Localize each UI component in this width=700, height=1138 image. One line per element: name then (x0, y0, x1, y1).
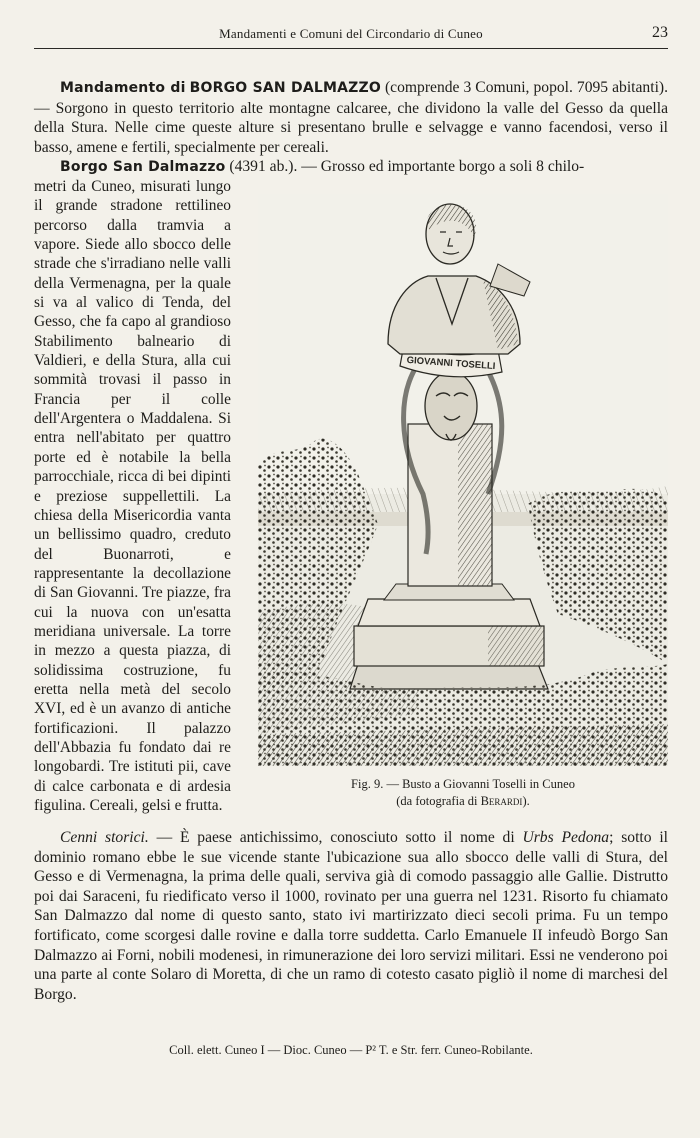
running-title: Mandamenti e Comuni del Circondario di Cuneo (219, 26, 483, 41)
running-header (34, 24, 668, 49)
caption-line-1: Fig. 9. — Busto a Giovanni Toselli in Cuneo (351, 777, 575, 791)
ancient-name: Urbs Pedona (522, 829, 610, 846)
narrow-text-column (34, 177, 231, 815)
figure-caption (258, 776, 668, 810)
page-number: 23 (652, 24, 668, 41)
theatre-mask (425, 372, 477, 440)
column-shaft-shade (458, 424, 492, 586)
caption-prefix: (da fotografia di (396, 794, 481, 808)
mandamento-text: (comprende 3 Comuni, popol. 7095 abitanti). — Sorgono in questo territorio alte montagne calcaree, che dividono la valle del Gesso da quella della Stura. Nelle cime queste alture si presentano brulle e selvagge e vanno facendosi, verso il basso, amene e fertili, specialmente per cereali. (34, 79, 668, 156)
borgo-text: (4391 ab.). — Grosso ed importante borgo a soli 8 chilo- (225, 158, 585, 176)
mandamento-paragraph (34, 78, 668, 157)
caption-line-2 (258, 793, 668, 810)
mandamento-lead: Mandamento di (60, 80, 186, 96)
pedestal-cornice (358, 599, 540, 626)
bust-monument-illustration (258, 194, 668, 766)
caption-suffix: ). (522, 794, 530, 808)
borgo-name: Borgo San Dalmazzo (60, 159, 226, 176)
column-paragraph: metri da Cuneo, misurati lungo il grande stradone rettilineo percorso dalla tramvia a vapore. Siede allo sbocco delle strade che s'irradiano nelle valli della Vermenagna, per la quale si va al valico di Tenda, del Gesso, che fa capo al grandioso Stabilimento balneario di Valdieri, e della Stura, alla cui sommità trovasi il passo in Francia per il colle dell'Argentera o Maddalena. Si entra nell'abitato per quattro porte ed è notabile la bella parrocchiale, ricca di bei dipinti e preziose suppellettili. La chiesa della Misericordia vanta un bellissimo quadro, creduto del Buonarroti, e rappresentante la decollazione di San Giovanni. Tre piazze, fra cui la nuova con un'esatta meridiana universale. La torre in mezzo a questa piazza, di solidissima costruzione, fu eretta nella metà del secolo XVI, ed è un avanzo di antiche fortificazioni. Il palazzo dell'Abbazia fu fondato dai re longobardi. Tre istituti pii, cave di calce carbonata e di ardesia figulina. Cereali, gelsi e frutta. (34, 178, 231, 814)
figure-engraving (258, 194, 668, 766)
intro-section (34, 78, 668, 178)
caption-photographer: Berardi (480, 794, 523, 808)
footer-note: Coll. elett. Cuneo I — Dioc. Cuneo — P² T. e Str. ferr. Cuneo-Robilante. (169, 1043, 533, 1057)
mandamento-name: BORGO SAN DALMAZZO (189, 80, 381, 96)
pedestal-plinth-shade (488, 626, 544, 666)
history-text-1: — È paese antichissimo, conosciuto sotto il nome di (148, 829, 523, 846)
history-paragraph (34, 828, 668, 1004)
history-text-2: ; sotto il dominio romano ebbe le sue vicende stante l'ubicazione sua allo sbocco delle valli di Stura, del Gesso e di Vermenagna, la prima delle quali, serviva già di comodo passaggio alle Gallie. Distrutto poi dai Saraceni, fu riedificato verso il 1000, rovinato per una guerra nel 1231. Risorto fu chiamato San Dalmazzo dal nome di questo santo, stato ivi martirizzato dieci secoli prima. Fu un tempo fortificato, come scorgesi dalle rovine e dalla torre suddetta. Carlo Emanuele II infeudò Borgo San Dalmazzo ai Forni, nobili modenesi, in rimunerazione dei loro servizi militari. Essi ne venderono poi una parte al conte Solaro di Moretta, di che un ramo di cotesto casato pigliò il nome di marchesi del Borgo. (34, 829, 668, 1003)
pedestal-lower-step (350, 664, 548, 689)
borgo-paragraph (34, 157, 668, 178)
bushes-right (528, 489, 668, 664)
ribbon-inscription: GIOVANNI TOSELLI (406, 354, 496, 373)
history-section (34, 828, 668, 1004)
history-label: Cenni storici. (60, 829, 149, 846)
